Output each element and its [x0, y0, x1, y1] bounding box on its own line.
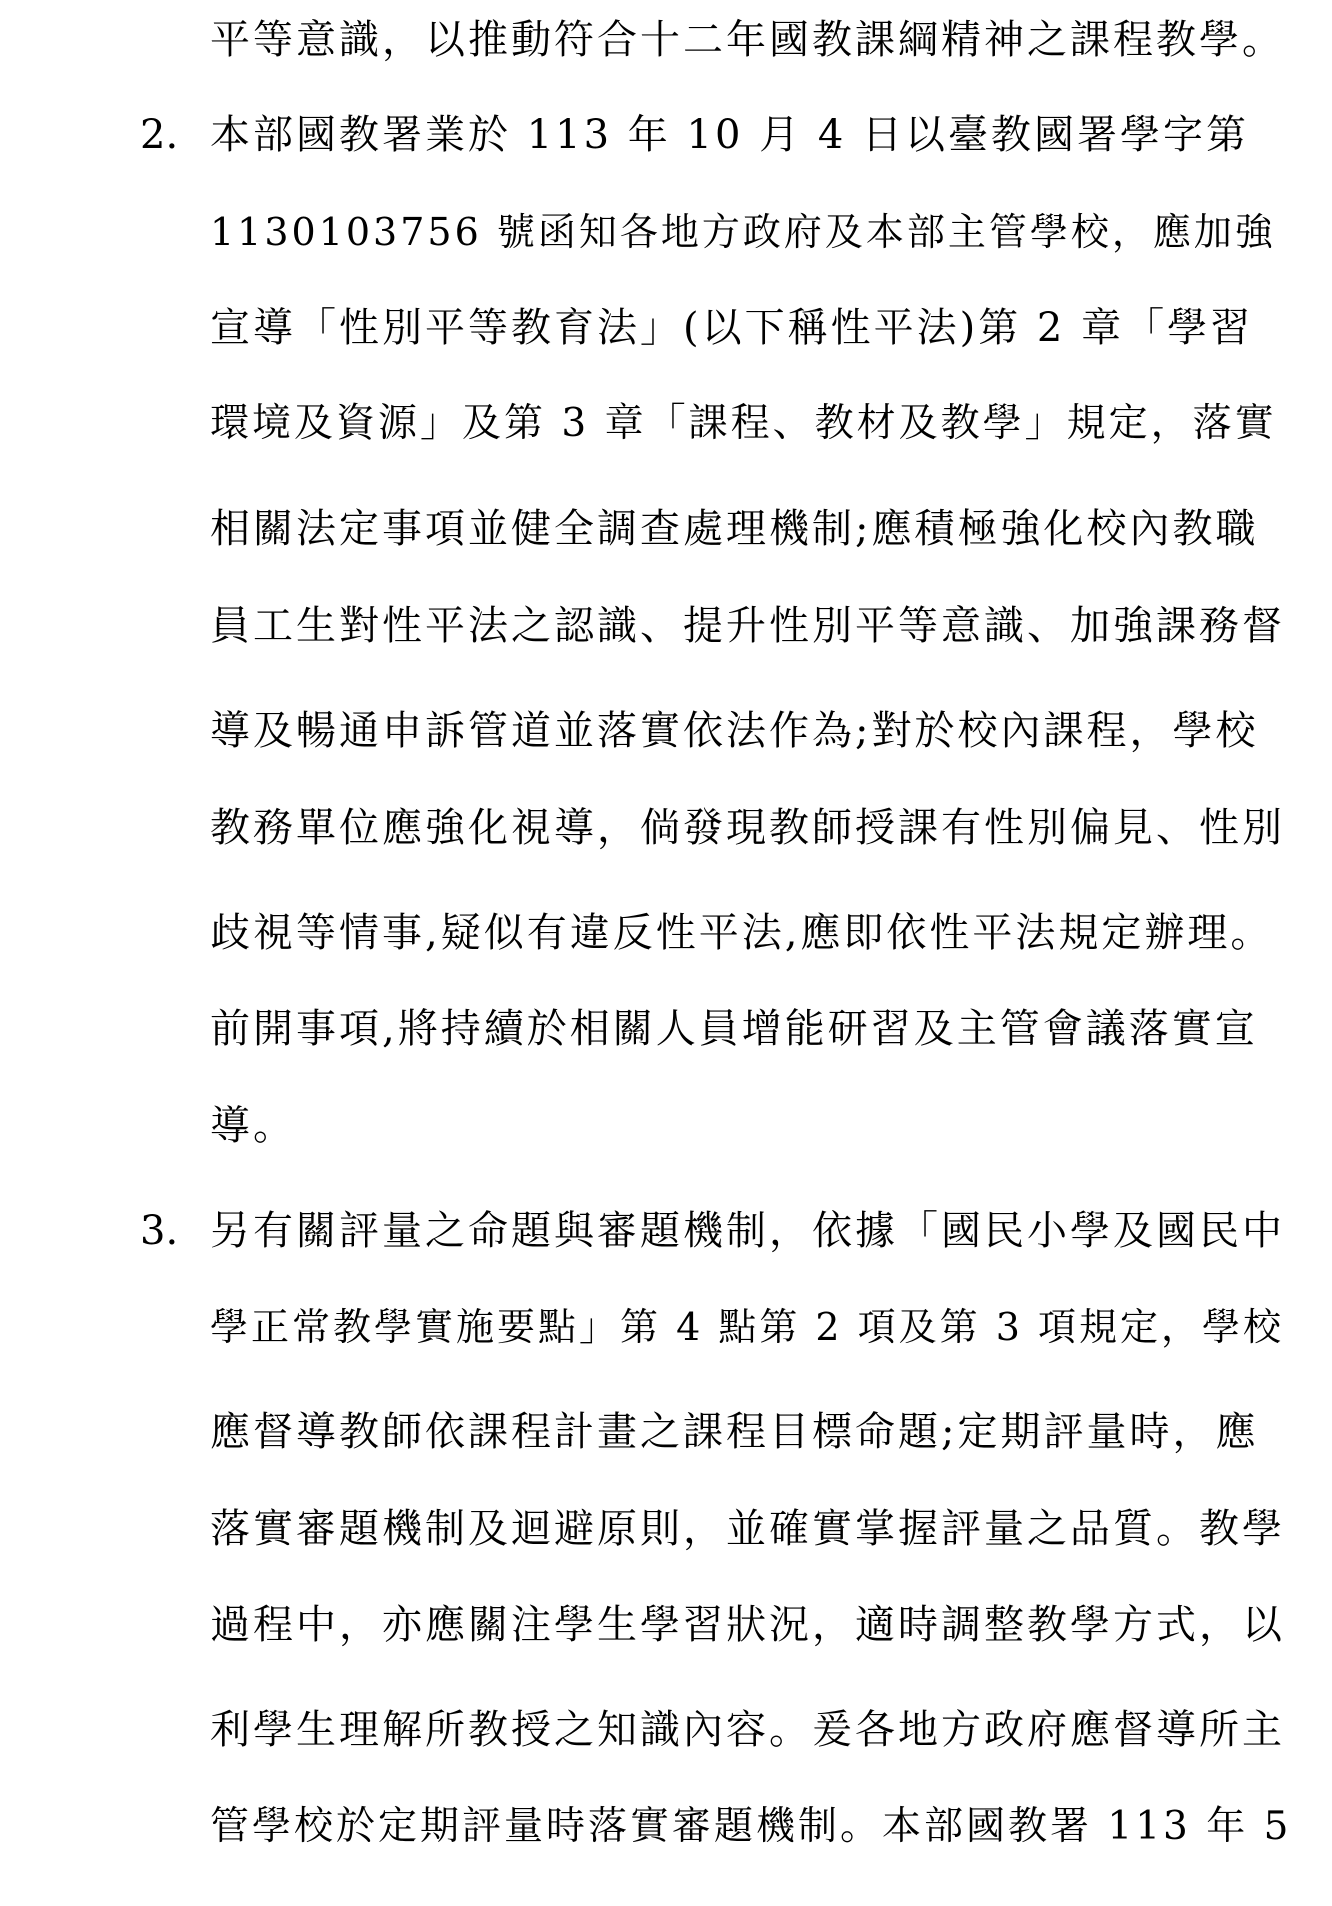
paragraph-line: 管學校於定期評量時落實審題機制。本部國教署 113 年 5	[210, 1804, 1292, 1849]
paragraph-line: 宣導「性別平等教育法」(以下稱性平法)第 2 章「學習	[210, 305, 1254, 351]
paragraph-line: 導。	[210, 1103, 296, 1149]
paragraph-line: 利學生理解所教授之知識內容。爰各地方政府應督導所主	[210, 1707, 1285, 1753]
paragraph-line: 另有關評量之命題與審題機制，依據「國民小學及國民中	[210, 1208, 1285, 1254]
paragraph-line: 前開事項,將持續於相關人員增能研習及主管會議落實宣	[210, 1006, 1258, 1052]
paragraph-line: 環境及資源」及第 3 章「課程、教材及教學」規定，落實	[210, 401, 1277, 446]
paragraph-line: 歧視等情事,疑似有違反性平法,應即依性平法規定辦理。	[210, 910, 1274, 956]
paragraph-line: 本部國教署業於 113 年 10 月 4 日以臺教國署學字第	[210, 112, 1249, 158]
paragraph-line: 導及暢通申訴管道並落實依法作為;對於校內課程，學校	[210, 708, 1259, 754]
paragraph-line: 過程中，亦應關注學生學習狀況，適時調整教學方式，以	[210, 1602, 1285, 1648]
paragraph-line: 員工生對性平法之認識、提升性別平等意識、加強課務督	[210, 603, 1285, 649]
paragraph-line: 應督導教師依課程計畫之課程目標命題;定期評量時，應	[210, 1409, 1259, 1455]
paragraph-line: 教務單位應強化視導，倘發現教師授課有性別偏見、性別	[210, 805, 1285, 851]
paragraph-line: 落實審題機制及迴避原則，並確實掌握評量之品質。教學	[210, 1506, 1285, 1552]
paragraph-line: 相關法定事項並健全調查處理機制;應積極強化校內教職	[210, 506, 1259, 552]
paragraph-line: 1130103756 號函知各地方政府及本部主管學校，應加強	[210, 210, 1276, 254]
paragraph-line: 學正常教學實施要點」第 4 點第 2 項及第 3 項規定，學校	[210, 1305, 1285, 1349]
paragraph-line: 平等意識，以推動符合十二年國教課綱精神之課程教學。	[210, 17, 1285, 63]
list-number: 2.	[140, 112, 179, 158]
list-number: 3.	[140, 1208, 179, 1254]
